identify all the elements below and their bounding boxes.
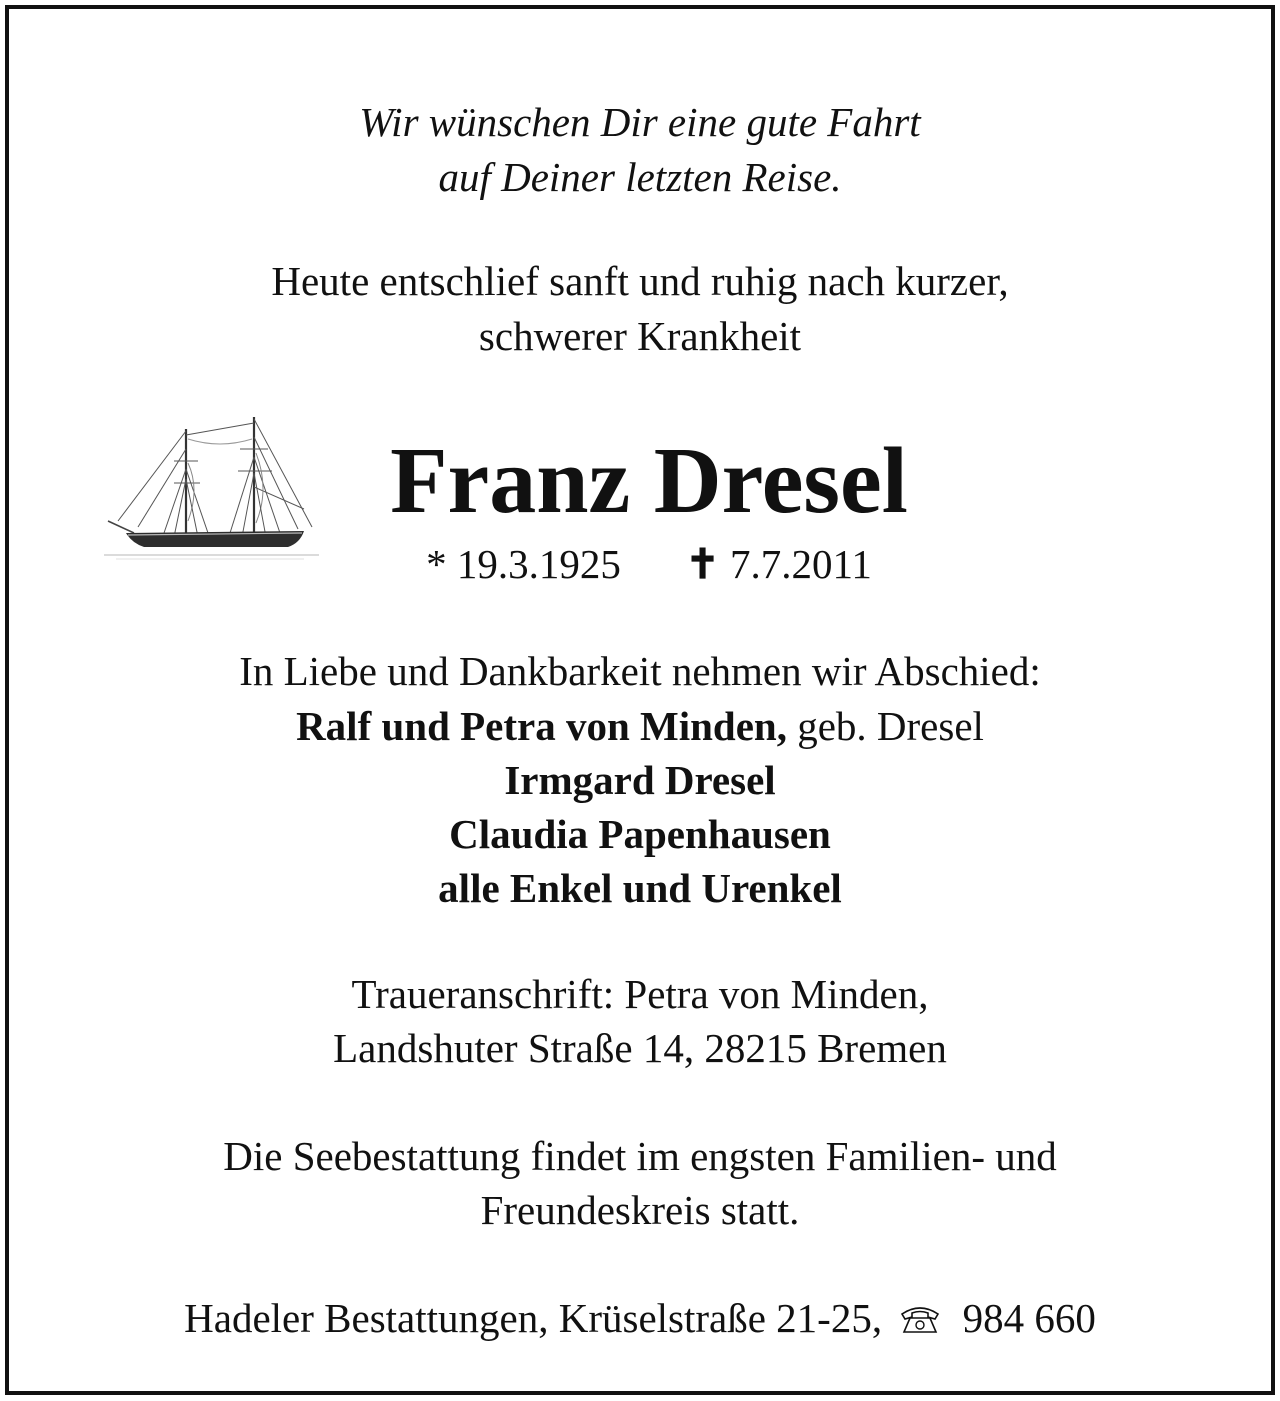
mourner-4: alle Enkel und Urenkel bbox=[438, 865, 842, 911]
telephone-icon bbox=[898, 1304, 942, 1334]
mourner-3: Claudia Papenhausen bbox=[449, 811, 831, 857]
mourner-1-name: Ralf und Petra von Minden, bbox=[296, 703, 787, 749]
death-date: 7.7.2011 bbox=[729, 541, 872, 587]
undertaker-text: Hadeler Bestattungen, Krüselstraße 21-25, bbox=[184, 1295, 883, 1341]
motto-line-2: auf Deiner letzten Reise. bbox=[438, 154, 842, 200]
birth-date: 19.3.1925 bbox=[456, 541, 621, 587]
mourner-1 bbox=[9, 699, 1271, 753]
funeral-note-line-1: Die Seebestattung findet im engsten Familien- und bbox=[223, 1133, 1057, 1179]
undertaker-line bbox=[9, 1291, 1271, 1345]
mourner-2: Irmgard Dresel bbox=[504, 757, 776, 803]
mourner-1-suffix: geb. Dresel bbox=[797, 703, 984, 749]
address-line-1: Traueranschrift: Petra von Minden, bbox=[351, 971, 929, 1017]
farewell-intro: In Liebe und Dankbarkeit nehmen wir Abschied: bbox=[239, 648, 1041, 694]
birth-symbol: * bbox=[426, 541, 447, 587]
phone-number: 984 660 bbox=[962, 1295, 1096, 1341]
obituary-notice bbox=[5, 5, 1275, 1395]
intro-line-2: schwerer Krankheit bbox=[478, 313, 802, 359]
motto-line-1: Wir wünschen Dir eine gute Fahrt bbox=[359, 99, 921, 145]
life-dates bbox=[309, 537, 989, 591]
deceased-name: Franz Dresel bbox=[390, 429, 908, 533]
sailing-ship-icon bbox=[104, 409, 319, 569]
funeral-note-line-2: Freundeskreis statt. bbox=[480, 1187, 800, 1233]
death-cross-icon: ✝ bbox=[685, 541, 720, 587]
address-line-2: Landshuter Straße 14, 28215 Bremen bbox=[333, 1025, 947, 1071]
intro-line-1: Heute entschlief sanft und ruhig nach kurzer, bbox=[271, 258, 1009, 304]
